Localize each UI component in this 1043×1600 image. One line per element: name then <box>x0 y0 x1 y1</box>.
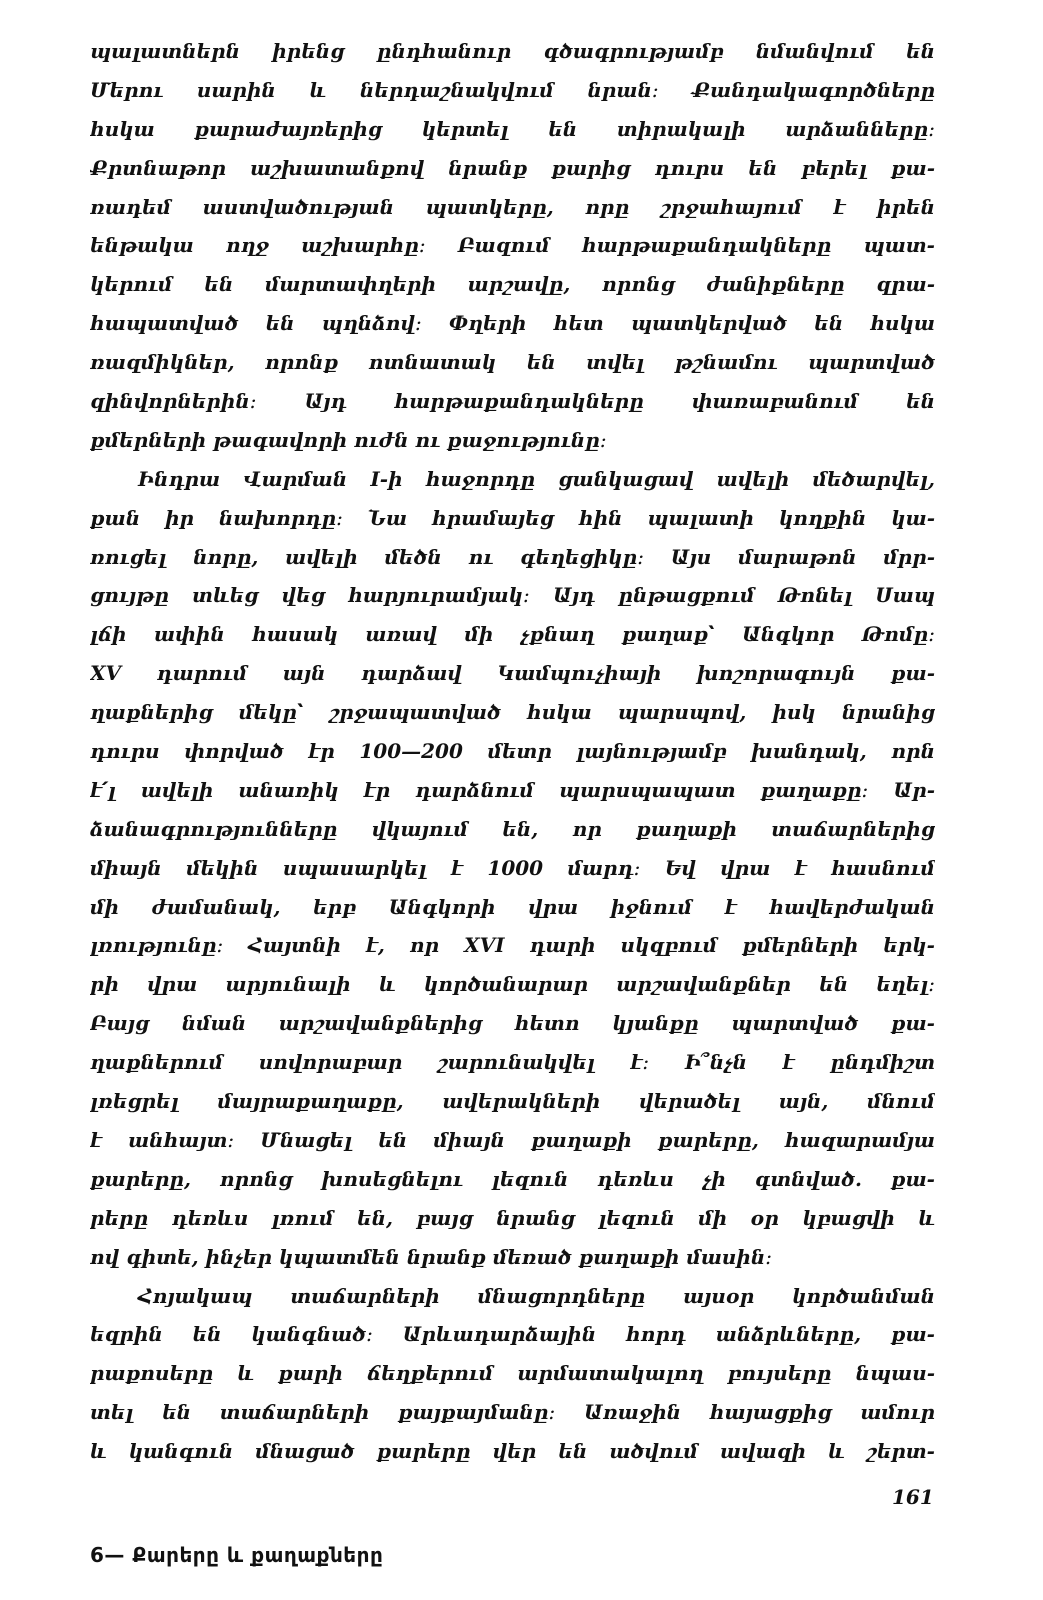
text-line: ցույթը տևեց վեց հարյուրամյակ։ Այդ ընթացքում Թոնել Սապ <box>90 583 935 608</box>
text-line: զինվորներին։ Այդ հարթաքանդակները փառաբանում են <box>90 389 935 414</box>
body-text <box>90 32 935 1471</box>
text-line: րաքոսերը և քարի ճեղքերում արմատակալող բույսերը նպաս- <box>90 1361 935 1386</box>
text-line: միայն մեկին սպասարկել է 1000 մարդ։ Եվ վրա է հասնում <box>90 855 935 880</box>
text-line: Մերու սարին և ներդաշնակվում նրան։ Քանդակագործները <box>90 77 935 102</box>
text-line: է անհայտ։ Մնացել են միայն քաղաքի քարերը, հազարամյա <box>90 1127 935 1152</box>
text-line: հապատված են պղնձով։ Փղերի հետ պատկերված են հսկա <box>90 311 935 336</box>
text-line: է՛լ ավելի անառիկ էր դարձնում պարսպապատ քաղաքը։ Ար- <box>90 777 935 802</box>
text-line: մի ժամանակ, երբ Անգկորի վրա իջնում է հավերժական <box>90 894 935 919</box>
text-line: րի վրա արյունալի և կործանարար արշավանքներ են եղել։ <box>90 972 935 997</box>
text-line: և կանգուն մնացած քարերը վեր են ածվում ավազի և շերտ- <box>90 1439 935 1464</box>
text-line: լճի ափին հասակ առավ մի չքնաղ քաղաք՝ Անգկոր Թոմը։ <box>90 622 935 647</box>
text-line: ով գիտե, ինչեր կպատմեն նրանք մեռած քաղաքի մասին։ <box>90 1244 773 1269</box>
text-line: XV դարում այն դարձավ Կամպուչիայի խոշորագույն քա- <box>90 661 935 686</box>
text-line: Ինդրա Վարման I-ի հաջորդը ցանկացավ ավելի մեծարվել, <box>138 466 935 491</box>
text-line: Բայց նման արշավանքներից հետո կյանքը պարտված քա- <box>90 1011 935 1036</box>
text-line: Հոյակապ տաճարների մնացորդները այսօր կործանման <box>138 1283 935 1308</box>
text-line: քմերների թագավորի ուժն ու քաջությունը։ <box>90 427 607 452</box>
text-line: քարերը, որոնց խոսեցնելու լեզուն դեռևս չի գտնված. քա- <box>90 1166 935 1191</box>
text-line: քան իր նախորդը։ Նա հրամայեց հին պալատի կողքին կա- <box>90 505 935 530</box>
text-line: պալատներն իրենց ընդհանուր գծագրությամբ նմանվում են <box>90 39 935 63</box>
text-line: ռադեմ աստվածության պատկերը, որը շրջահայում է իրեն <box>90 194 935 219</box>
text-line: ղաքներում սովորաբար շարունակվել է։ Ի՞նչն է ընդմիշտ <box>90 1050 935 1075</box>
text-line: ձանագրությունները վկայում են, որ քաղաքի տաճարներից <box>90 816 935 841</box>
text-line: ենթակա ողջ աշխարհը։ Բազում հարթաքանդակները պատ- <box>90 233 935 258</box>
text-line: Քրտնաթոր աշխատանքով նրանք քարից դուրս են բերել քա- <box>90 155 935 180</box>
text-line: տել են տաճարների քայքայմանը։ Առաջին հայացքից ամուր <box>90 1400 935 1425</box>
text-line: րերը դեռևս լռում են, բայց նրանց լեզուն մի օր կբացվի և <box>90 1205 935 1230</box>
text-line: ռուցել նորը, ավելի մեծն ու գեղեցիկը։ Այս մարաթոն մրր- <box>90 544 935 569</box>
text-line: կերում են մարտափղերի արշավը, որոնց ժանիքները զրա- <box>90 272 935 297</box>
text-line: դուրս փորված էր 100—200 մետր լայնությամբ խանդակ, որն <box>90 739 935 764</box>
page-number: 161 <box>892 1485 934 1509</box>
text-line: լռեցրել մայրաքաղաքը, ավերակների վերածել այն, մնում <box>90 1089 935 1114</box>
text-line: լռությունը։ Հայտնի է, որ XVI դարի սկզբում քմերների երկ- <box>90 933 935 958</box>
footer-signature: 6— Քարերը և քաղաքները <box>90 1543 384 1567</box>
text-line: ռազմիկներ, որոնք ոտնատակ են տվել թշնամու պարտված <box>90 350 935 375</box>
text-line: եզրին են կանգնած։ Արևադարձային հորդ անձրևները, քա- <box>90 1322 935 1347</box>
text-line: ղաքներից մեկը՝ շրջապատված հսկա պարսպով, իսկ նրանից <box>90 700 935 725</box>
text-line: հսկա քարաժայռերից կերտել են տիրակալի արձանները։ <box>90 116 935 141</box>
